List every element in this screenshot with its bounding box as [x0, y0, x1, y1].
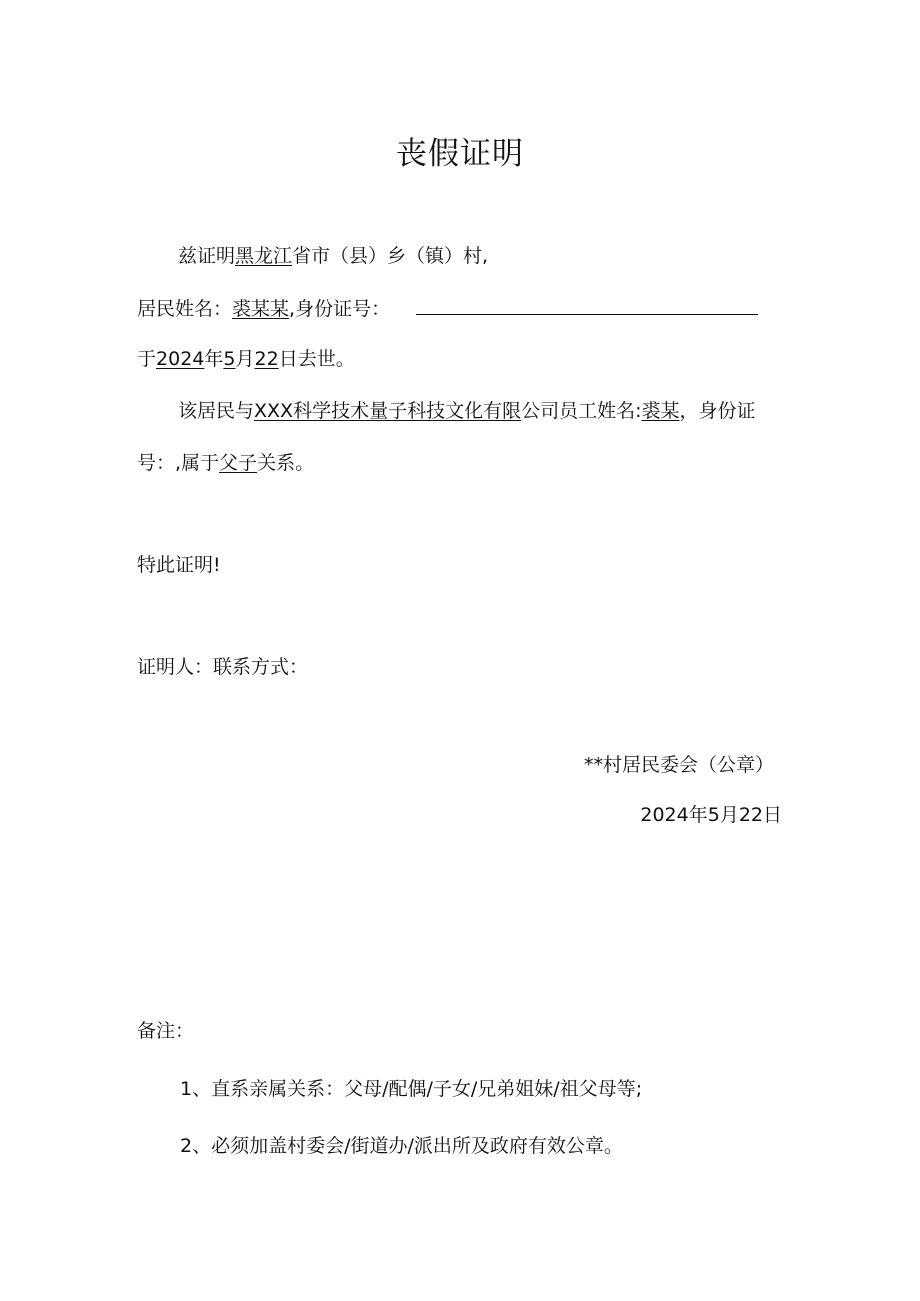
paragraph-line-5 — [137, 451, 314, 475]
note-item-2: 2、必须加盖村委会/街道办/派出所及政府有效公章。 — [180, 1135, 623, 1157]
note-item-1: 1、直系亲属关系：父母/配偶/子女/兄弟姐妹/祖父母等; — [180, 1078, 643, 1100]
company-name: XXX科学技术量子科技文化有限 — [254, 400, 522, 422]
paragraph-line-3 — [137, 347, 355, 371]
notes-label: 备注： — [137, 1020, 195, 1042]
employee-name: 裘某 — [641, 400, 680, 422]
text-prefix: 该居民与 — [178, 400, 255, 422]
id-label: ,身份证号： — [289, 298, 391, 320]
death-month: 5 — [223, 348, 236, 370]
resident-name: 裘某某 — [232, 298, 290, 320]
text-suffix: ，身份证 — [679, 400, 756, 422]
paragraph-line-2 — [137, 296, 758, 321]
declaration-text: 特此证明! — [137, 554, 221, 576]
issue-date: 2024年5月22日 — [640, 804, 782, 826]
month-suffix: 月 — [235, 348, 255, 370]
certifier-line: 证明人：联系方式： — [137, 656, 309, 678]
relation-value: 父子 — [219, 452, 258, 474]
name-label: 居民姓名： — [137, 298, 233, 320]
text-suffix: 日去世。 — [278, 348, 355, 370]
text-prefix: 号：,属于 — [137, 452, 220, 474]
death-year: 2024 — [156, 348, 205, 370]
year-suffix: 年 — [204, 348, 224, 370]
id-number-blank — [416, 296, 758, 315]
text-suffix: 省市（县）乡（镇）村, — [292, 245, 489, 267]
death-day: 22 — [254, 348, 279, 370]
text-suffix: 关系。 — [257, 452, 315, 474]
paragraph-line-1 — [178, 244, 488, 268]
seal-line: **村居民委会（公章） — [583, 754, 774, 776]
text-middle: 公司员工姓名: — [521, 400, 642, 422]
document-title: 丧假证明 — [396, 136, 524, 172]
text-prefix: 兹证明 — [178, 245, 236, 267]
text-prefix: 于 — [137, 348, 157, 370]
province-value: 黑龙江 — [235, 245, 293, 267]
paragraph-line-4 — [178, 399, 756, 423]
